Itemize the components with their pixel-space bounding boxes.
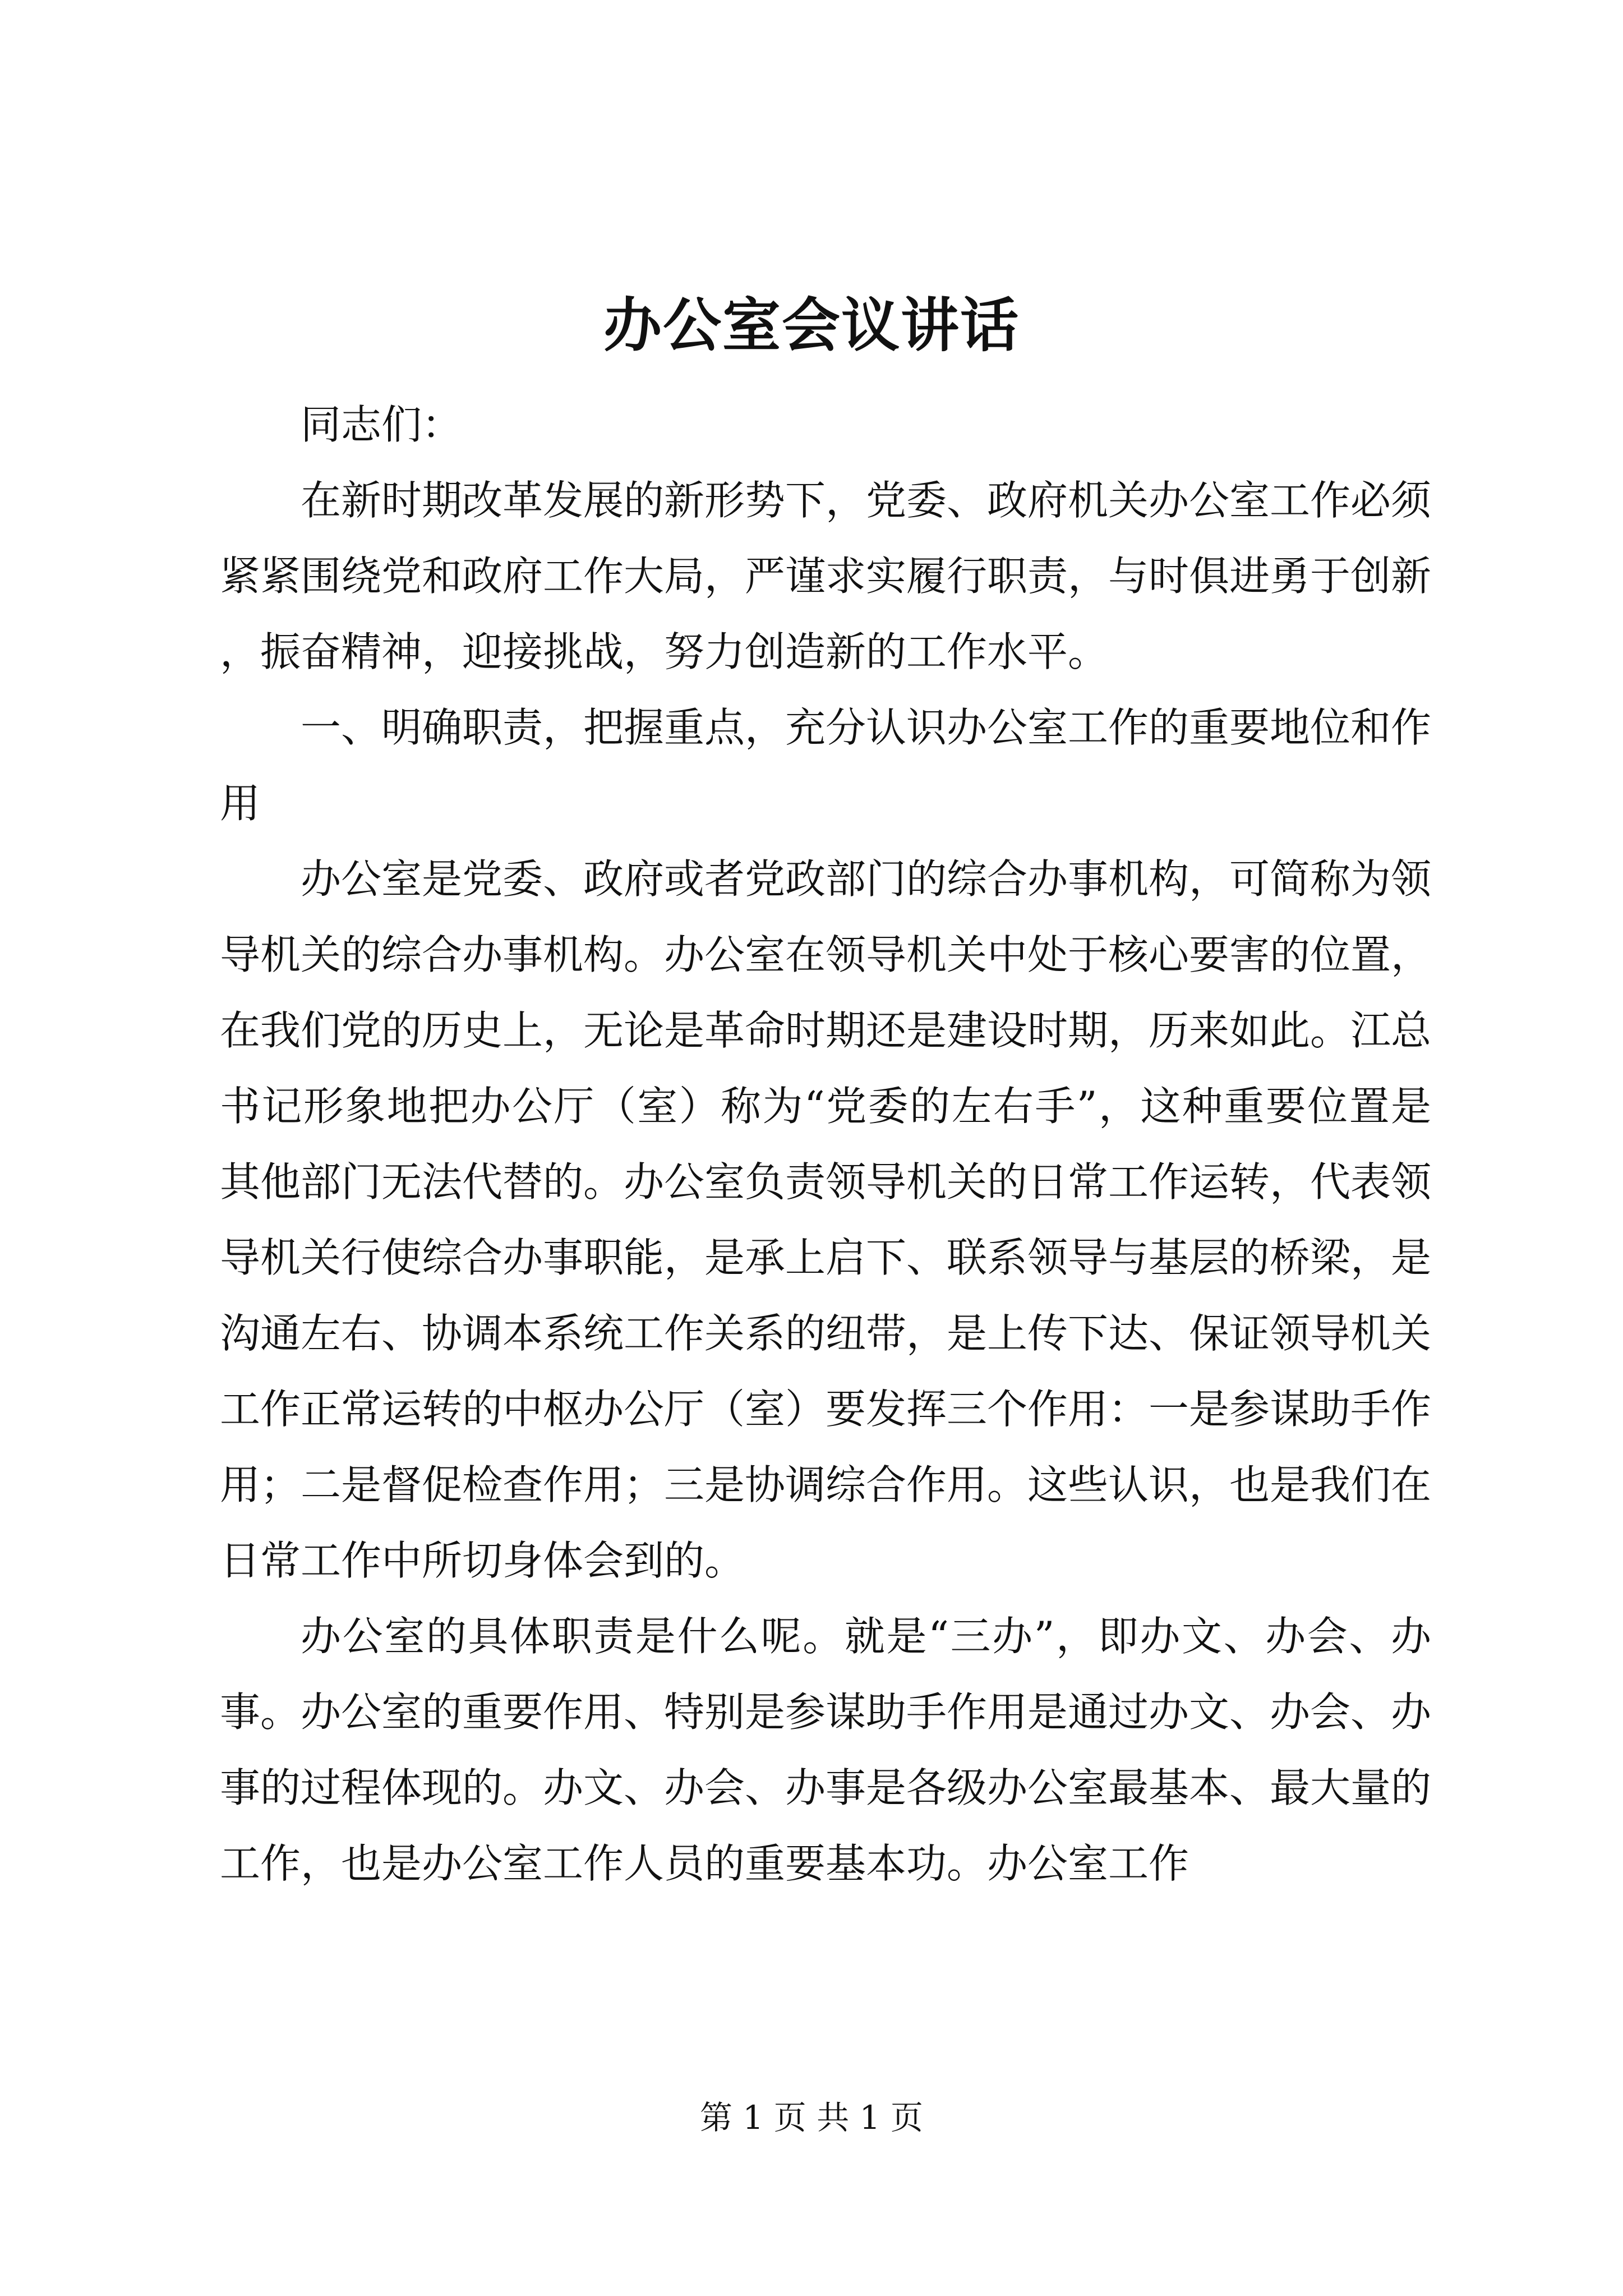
body-paragraph: 办公室的具体职责是什么呢。就是“三办”，即办文、办会、办事。办公室的重要作用、特别是参谋助手作用是通过办文、办会、办事的过程体现的。办文、办会、办事是各级办公室最基本、最大量的工作，也是办公室工作人员的重要基本功。办公室工作 [220,1613,1432,1887]
page-number-footer: 第 1 页 共 1 页 [700,2099,923,2137]
intro-paragraph: 在新时期改革发展的新形势下，党委、政府机关办公室工作必须紧紧围绕党和政府工作大局，严谨求实履行职责，与时俱进勇于创新，振奋精神，迎接挑战，努力创造新的工作水平。 [220,477,1432,675]
section-heading-paragraph: 一、明确职责，把握重点，充分认识办公室工作的重要地位和作用 [220,704,1432,827]
document-title: 办公室会议讲话 [603,291,1020,360]
salutation-paragraph: 同志们： [301,401,463,448]
body-paragraph: 办公室是党委、政府或者党政部门的综合办事机构，可简称为领导机关的综合办事机构。办公室在领导机关中处于核心要害的位置，在我们党的历史上，无论是革命时期还是建设时期，历来如此。江总书记形象地把办公厅（室）称为“党委的左右手”，这种重要位置是其他部门无法代替的。办公室负责领导机关的日常工作运转，代表领导机关行使综合办事职能，是承上启下、联系领导与基层的桥梁，是沟通左右、协调本系统工作关系的纽带，是上传下达、保证领导机关工作正常运转的中枢办公厅（室）要发挥三个作用：一是参谋助手作用；二是督促检查作用；三是协调综合作用。这些认识，也是我们在日常工作中所切身体会到的。 [220,855,1432,1584]
document-body [220,387,1431,1902]
